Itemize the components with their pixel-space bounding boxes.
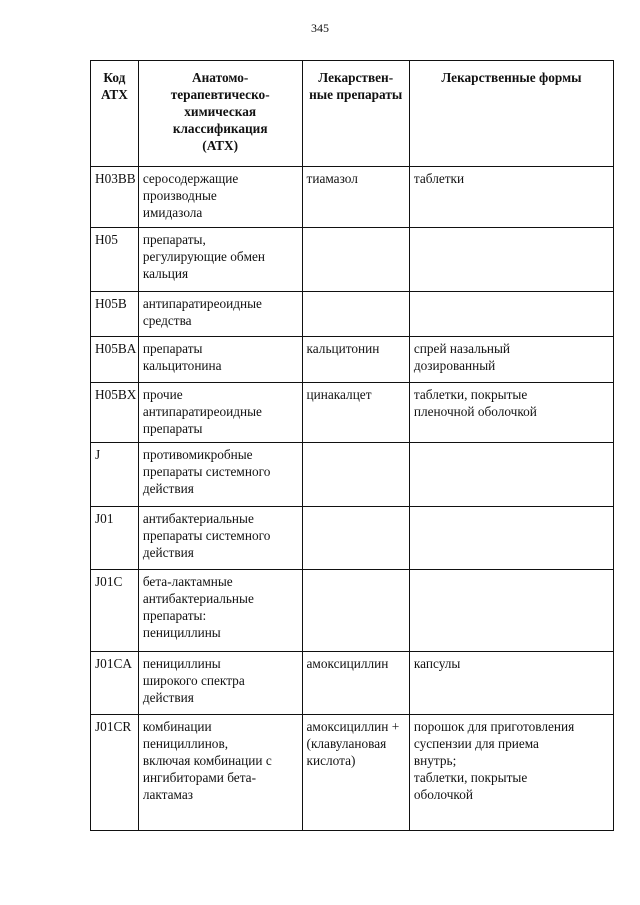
cell-classification: препараты кальцитонина (138, 337, 302, 383)
cell-classification: антибактериальные препараты системного действия (138, 507, 302, 570)
cell-code: J01 (91, 507, 139, 570)
cell-form (409, 570, 613, 652)
cell-drug (302, 292, 409, 337)
table-row (91, 292, 614, 337)
cell-classification: пенициллины широкого спектра действия (138, 652, 302, 715)
cell-code: J01CR (91, 715, 139, 831)
header-dosage-forms: Лекарственные формы (409, 61, 613, 167)
cell-drug (302, 228, 409, 292)
table-row (91, 383, 614, 443)
cell-code: H05 (91, 228, 139, 292)
cell-drug: цинакалцет (302, 383, 409, 443)
cell-drug: кальцитонин (302, 337, 409, 383)
table-row (91, 337, 614, 383)
cell-code: H03BB (91, 167, 139, 228)
cell-code: J01CA (91, 652, 139, 715)
table-row (91, 443, 614, 507)
cell-drug: амоксициллин + (клавулановая кислота) (302, 715, 409, 831)
cell-form: спрей назальный дозированный (409, 337, 613, 383)
cell-form: таблетки, покрытые пленочной оболочкой (409, 383, 613, 443)
page-number: 345 (311, 21, 329, 35)
cell-classification: комбинации пенициллинов, включая комбинации с ингибиторами бета- лактамаз (138, 715, 302, 831)
table-row (91, 507, 614, 570)
cell-drug: амоксициллин (302, 652, 409, 715)
cell-drug: тиамазол (302, 167, 409, 228)
atx-classification-table (90, 60, 614, 831)
cell-code: J01C (91, 570, 139, 652)
cell-code: H05BA (91, 337, 139, 383)
cell-classification: прочие антипаратиреоидные препараты (138, 383, 302, 443)
cell-form: таблетки (409, 167, 613, 228)
cell-classification: бета-лактамные антибактериальные препараты: пенициллины (138, 570, 302, 652)
cell-drug (302, 570, 409, 652)
table-row (91, 570, 614, 652)
cell-form: капсулы (409, 652, 613, 715)
cell-code: H05B (91, 292, 139, 337)
table-row (91, 228, 614, 292)
header-atx-classification: Анатомо- терапевтическо- химическая классификация (АТХ) (138, 61, 302, 167)
cell-drug (302, 507, 409, 570)
cell-drug (302, 443, 409, 507)
cell-form (409, 507, 613, 570)
header-atx-code: Код АТХ (91, 61, 139, 167)
cell-form (409, 443, 613, 507)
cell-classification: антипаратиреоидные средства (138, 292, 302, 337)
cell-code: J (91, 443, 139, 507)
cell-classification: серосодержащие производные имидазола (138, 167, 302, 228)
cell-classification: противомикробные препараты системного действия (138, 443, 302, 507)
cell-form (409, 292, 613, 337)
table-row (91, 167, 614, 228)
table-row (91, 652, 614, 715)
cell-classification: препараты, регулирующие обмен кальция (138, 228, 302, 292)
cell-form (409, 228, 613, 292)
table-header-row (91, 61, 614, 167)
cell-form: порошок для приготовления суспензии для приема внутрь; таблетки, покрытые оболочкой (409, 715, 613, 831)
header-drugs: Лекарствен- ные препараты (302, 61, 409, 167)
cell-code: H05BX (91, 383, 139, 443)
table-row (91, 715, 614, 831)
